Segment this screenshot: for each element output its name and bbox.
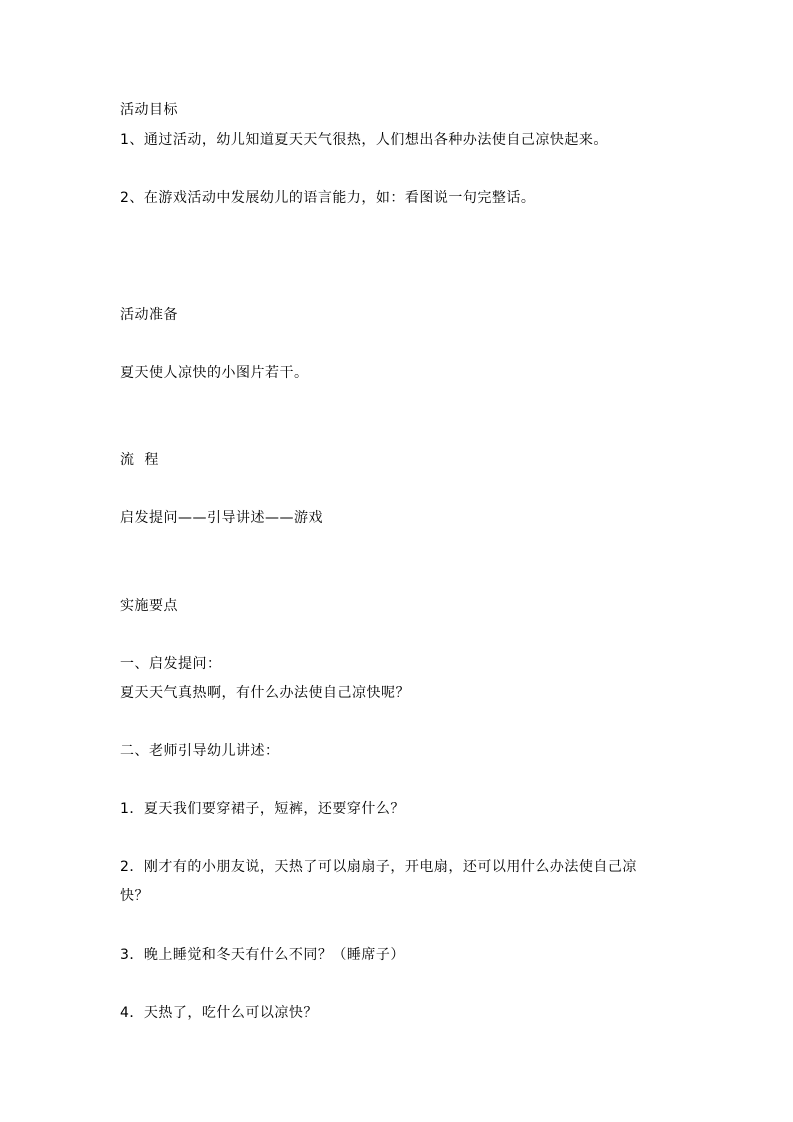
objectives-heading: 活动目标	[120, 102, 178, 118]
question-3: 3．晚上睡觉和冬天有什么不同？（睡席子）	[120, 947, 405, 963]
question-2-line-2: 快？	[120, 888, 149, 904]
step-1-text: 夏天天气真热啊，有什么办法使自己凉快呢？	[120, 685, 410, 701]
step-2-heading: 二、老师引导幼儿讲述：	[120, 743, 280, 759]
objective-1: 1、通过活动，幼儿知道夏天天气很热，人们想出各种办法使自己凉快起来。	[120, 132, 608, 148]
question-4: 4．天热了，吃什么可以凉快？	[120, 1005, 318, 1021]
question-1: 1．夏天我们要穿裙子，短裤，还要穿什么？	[120, 801, 405, 817]
process-heading: 流 程	[120, 452, 159, 468]
preparation-text: 夏天使人凉快的小图片若干。	[120, 365, 309, 381]
objective-2: 2、在游戏活动中发展幼儿的语言能力，如：看图说一句完整话。	[120, 190, 536, 206]
step-1-heading: 一、启发提问：	[120, 656, 222, 672]
question-2-line-1: 2．刚才有的小朋友说，天热了可以扇扇子，开电扇，还可以用什么办法使自己凉	[120, 859, 637, 875]
process-text: 启发提问——引导讲述——游戏	[120, 510, 323, 526]
key-points-heading: 实施要点	[120, 598, 178, 614]
preparation-heading: 活动准备	[120, 307, 178, 323]
